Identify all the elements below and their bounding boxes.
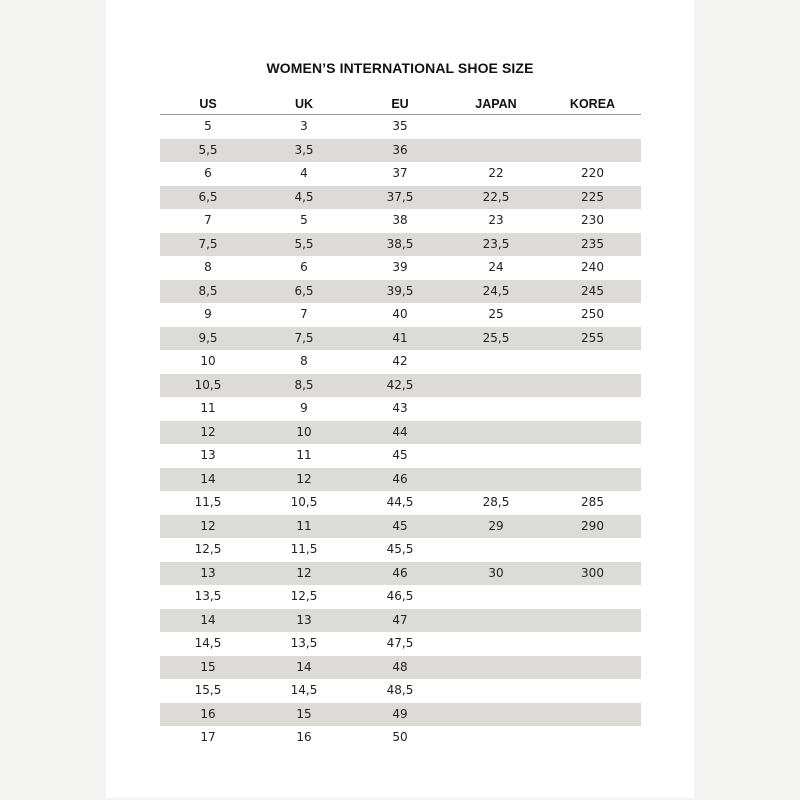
cell-us: 14 (200, 471, 216, 486)
cell-eu: 48,5 (386, 683, 414, 697)
cell-japan (448, 115, 544, 139)
cell-us: 5,5 (198, 142, 218, 157)
cell-uk: 10 (296, 424, 312, 439)
cell-eu: 39 (392, 260, 408, 274)
cell-us: 14 (200, 612, 216, 627)
cell-japan (448, 726, 544, 750)
cell-us: 17 (200, 730, 216, 744)
cell-us: 7,5 (198, 236, 218, 251)
cell-japan: 28,5 (482, 495, 510, 509)
cell-us: 5 (204, 119, 212, 133)
cell-eu: 47 (392, 612, 408, 627)
column-header-eu: EU (391, 97, 409, 111)
cell-us: 10 (200, 354, 216, 368)
cell-eu: 50 (392, 730, 408, 744)
cell-uk: 4 (300, 166, 308, 180)
cell-eu: 48 (392, 659, 408, 674)
cell-uk: 7 (300, 307, 308, 321)
cell-japan (448, 421, 544, 445)
cell-eu: 45,5 (386, 542, 414, 556)
cell-korea: 220 (581, 166, 604, 180)
cell-us: 12 (200, 424, 216, 439)
cell-uk: 8,5 (294, 377, 314, 392)
cell-us: 12 (200, 518, 216, 533)
table-row (160, 256, 641, 280)
cell-us: 7 (204, 213, 212, 227)
cell-eu: 35 (392, 119, 408, 133)
table-row (160, 303, 641, 327)
cell-uk: 11 (296, 448, 312, 462)
cell-uk: 6 (300, 260, 308, 274)
table-header (160, 94, 641, 115)
cell-korea (544, 374, 641, 398)
cell-us: 9,5 (198, 330, 218, 345)
cell-eu: 42,5 (386, 377, 414, 392)
cell-us: 11,5 (194, 495, 222, 509)
cell-korea: 235 (581, 236, 604, 251)
cell-uk: 10,5 (290, 495, 318, 509)
cell-us: 6 (204, 166, 212, 180)
column-header-korea: KOREA (569, 97, 616, 111)
cell-japan (448, 374, 544, 398)
cell-korea (544, 139, 641, 163)
size-table (160, 94, 641, 750)
table-row (160, 609, 641, 633)
cell-eu: 44,5 (386, 495, 414, 509)
table-row (160, 491, 641, 515)
cell-japan (448, 350, 544, 374)
cell-korea (544, 397, 641, 421)
cell-uk: 15 (296, 706, 312, 721)
cell-uk: 12,5 (290, 589, 318, 603)
page-title: WOMEN’S INTERNATIONAL SHOE SIZE (266, 60, 534, 76)
cell-korea: 230 (581, 213, 604, 227)
cell-eu: 46,5 (386, 589, 414, 603)
cell-us: 8,5 (198, 283, 218, 298)
cell-us: 12,5 (194, 542, 222, 556)
cell-uk: 11 (296, 518, 312, 533)
cell-eu: 45 (392, 448, 408, 462)
cell-korea (544, 421, 641, 445)
cell-japan (448, 656, 544, 680)
cell-eu: 47,5 (386, 636, 414, 650)
table-row (160, 280, 641, 304)
cell-korea (544, 656, 641, 680)
cell-uk: 5 (300, 213, 308, 227)
cell-korea: 290 (581, 518, 604, 533)
cell-eu: 38 (392, 213, 408, 227)
cell-korea (544, 703, 641, 727)
cell-japan: 22 (488, 166, 504, 180)
cell-eu: 44 (392, 424, 408, 439)
cell-japan: 22,5 (482, 189, 510, 204)
cell-korea (544, 609, 641, 633)
cell-us: 14,5 (194, 636, 222, 650)
cell-eu: 49 (392, 706, 408, 721)
table-row (160, 468, 641, 492)
table-row (160, 703, 641, 727)
cell-us: 16 (200, 706, 216, 721)
cell-japan: 30 (488, 565, 504, 580)
cell-korea: 255 (581, 330, 604, 345)
cell-uk: 8 (300, 354, 308, 368)
table-row (160, 115, 641, 139)
cell-eu: 42 (392, 354, 408, 368)
cell-japan: 23 (488, 213, 504, 227)
cell-korea (544, 632, 641, 656)
cell-us: 9 (204, 307, 212, 321)
cell-uk: 14 (296, 659, 312, 674)
cell-korea: 250 (581, 307, 604, 321)
cell-uk: 12 (296, 565, 312, 580)
cell-eu: 45 (392, 518, 408, 533)
cell-us: 15,5 (194, 683, 222, 697)
cell-us: 13 (200, 448, 216, 462)
column-header-uk: UK (294, 97, 314, 111)
cell-japan (448, 444, 544, 468)
table-row (160, 397, 641, 421)
cell-japan: 24,5 (482, 283, 510, 298)
cell-korea (544, 468, 641, 492)
cell-uk: 3 (300, 119, 308, 133)
cell-us: 8 (204, 260, 212, 274)
table-row (160, 632, 641, 656)
cell-korea (544, 726, 641, 750)
table-row (160, 656, 641, 680)
cell-korea (544, 679, 641, 703)
cell-japan (448, 468, 544, 492)
cell-eu: 43 (392, 401, 408, 415)
cell-eu: 38,5 (386, 236, 414, 251)
table-row (160, 515, 641, 539)
cell-uk: 16 (296, 730, 312, 744)
cell-korea: 240 (581, 260, 604, 274)
table-row (160, 374, 641, 398)
cell-japan (448, 632, 544, 656)
table-row (160, 562, 641, 586)
cell-us: 10,5 (194, 377, 222, 392)
cell-japan (448, 703, 544, 727)
cell-uk: 9 (300, 401, 308, 415)
cell-uk: 13,5 (290, 636, 318, 650)
cell-japan (448, 538, 544, 562)
cell-us: 11 (200, 401, 216, 415)
cell-japan: 29 (488, 518, 504, 533)
cell-us: 6,5 (198, 189, 218, 204)
table-row (160, 538, 641, 562)
table-row (160, 350, 641, 374)
cell-japan (448, 397, 544, 421)
cell-japan: 23,5 (482, 236, 510, 251)
cell-korea: 300 (581, 565, 604, 580)
table-row (160, 327, 641, 351)
cell-uk: 7,5 (294, 330, 314, 345)
cell-eu: 37 (392, 166, 408, 180)
cell-korea (544, 350, 641, 374)
cell-uk: 11,5 (290, 542, 318, 556)
cell-japan: 25 (488, 307, 504, 321)
column-header-us: US (199, 97, 217, 111)
cell-eu: 40 (392, 307, 408, 321)
cell-eu: 36 (392, 142, 408, 157)
column-header-japan: JAPAN (475, 97, 517, 111)
table-row (160, 209, 641, 233)
cell-japan (448, 679, 544, 703)
cell-japan (448, 585, 544, 609)
table-row (160, 186, 641, 210)
cell-uk: 3,5 (294, 142, 314, 157)
cell-eu: 39,5 (386, 283, 414, 298)
cell-japan: 25,5 (482, 330, 510, 345)
cell-japan (448, 139, 544, 163)
cell-korea (544, 444, 641, 468)
cell-us: 15 (200, 659, 216, 674)
table-row (160, 421, 641, 445)
cell-korea (544, 538, 641, 562)
cell-korea: 285 (581, 495, 604, 509)
cell-uk: 4,5 (294, 189, 314, 204)
table-row (160, 585, 641, 609)
cell-korea (544, 115, 641, 139)
table-row (160, 726, 641, 750)
cell-uk: 13 (296, 612, 312, 627)
cell-uk: 5,5 (294, 236, 314, 251)
table-body (160, 115, 641, 750)
cell-uk: 14,5 (290, 683, 318, 697)
table-row (160, 162, 641, 186)
cell-eu: 46 (392, 565, 408, 580)
cell-japan: 24 (488, 260, 504, 274)
table-row (160, 233, 641, 257)
table-row (160, 679, 641, 703)
table-row (160, 139, 641, 163)
cell-korea: 245 (581, 283, 604, 298)
cell-us: 13 (200, 565, 216, 580)
cell-japan (448, 609, 544, 633)
cell-uk: 6,5 (294, 283, 314, 298)
cell-eu: 46 (392, 471, 408, 486)
cell-korea: 225 (581, 189, 604, 204)
cell-us: 13,5 (194, 589, 222, 603)
cell-korea (544, 585, 641, 609)
table-row (160, 444, 641, 468)
cell-uk: 12 (296, 471, 312, 486)
cell-eu: 37,5 (386, 189, 414, 204)
cell-eu: 41 (392, 330, 408, 345)
